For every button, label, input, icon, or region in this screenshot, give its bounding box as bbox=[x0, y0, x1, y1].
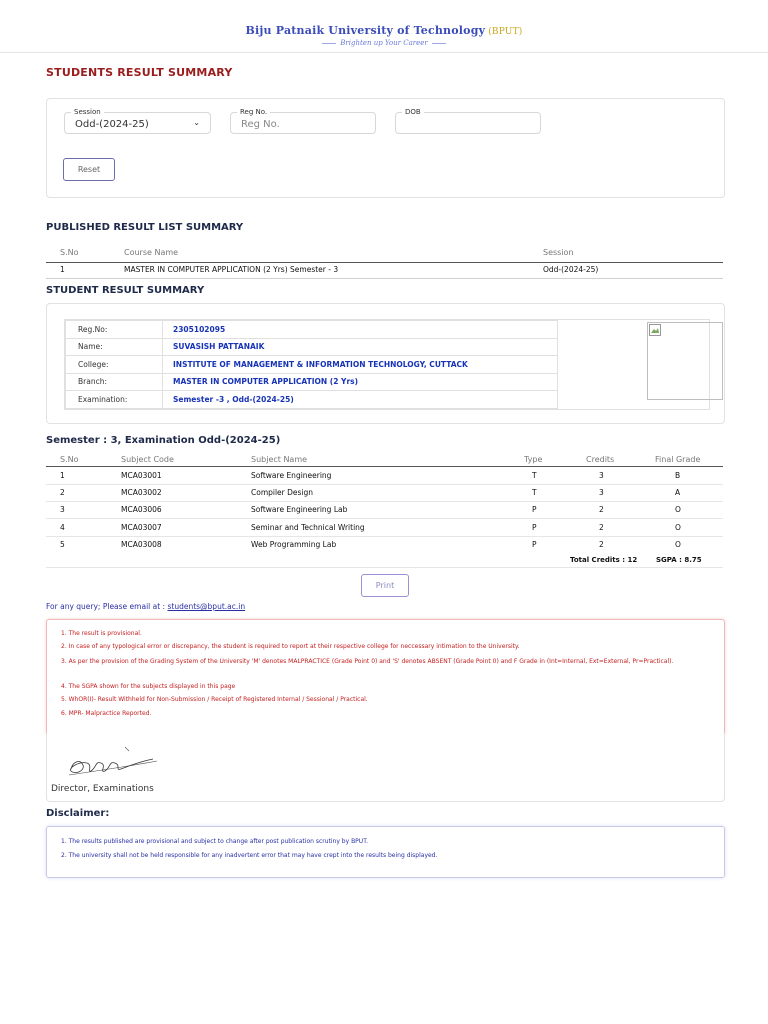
row-code: MCA03008 bbox=[121, 540, 162, 549]
note-6: 6. MPR- Malpractice Reported. bbox=[61, 710, 152, 717]
row-grade: A bbox=[675, 488, 681, 497]
student-summary-title: STUDENT RESULT SUMMARY bbox=[46, 285, 205, 296]
signature-image bbox=[65, 741, 161, 781]
college-value: INSTITUTE OF MANAGEMENT & INFORMATION TECHNOLOGY, CUTTACK bbox=[163, 356, 558, 374]
row-type: T bbox=[532, 471, 537, 480]
note-4: 4. The SGPA shown for the subjects displayed in this page bbox=[61, 683, 236, 690]
row-type: P bbox=[532, 523, 537, 532]
row-credits: 2 bbox=[599, 540, 604, 549]
result-notes bbox=[46, 619, 725, 735]
disclaimer-1: 1. The results published are provisional and subject to change after post publication scrutiny by BPUT. bbox=[61, 838, 369, 845]
disclaimer-2: 2. The university shall not be held responsible for any inadvertent error that may have crept into the results being displayed. bbox=[61, 852, 438, 859]
student-photo bbox=[647, 322, 723, 400]
sem-header-grade: Final Grade bbox=[655, 455, 701, 464]
regno-value: 2305102095 bbox=[163, 321, 558, 339]
tagline bbox=[0, 39, 768, 47]
row-credits: 3 bbox=[599, 471, 604, 480]
published-row-course[interactable]: MASTER IN COMPUTER APPLICATION (2 Yrs) Semester - 3 bbox=[124, 265, 339, 274]
university-abbrev: (BPUT) bbox=[488, 27, 523, 37]
row-sno: 5 bbox=[60, 540, 65, 549]
row-grade: B bbox=[675, 471, 681, 480]
row-type: P bbox=[532, 505, 537, 514]
row-grade: O bbox=[675, 505, 681, 514]
session-select[interactable] bbox=[64, 108, 211, 134]
exam-key: Examination: bbox=[66, 391, 163, 409]
row-subject: Software Engineering Lab bbox=[251, 505, 348, 514]
note-1: 1. The result is provisional. bbox=[61, 630, 142, 637]
regno-placeholder: Reg No. bbox=[241, 119, 280, 130]
published-header-sno: S.No bbox=[60, 248, 79, 257]
row-sno: 4 bbox=[60, 523, 65, 532]
signature-block bbox=[46, 733, 725, 802]
session-label: Session bbox=[74, 108, 101, 116]
sem-header-type: Type bbox=[524, 455, 543, 464]
row-credits: 3 bbox=[599, 488, 604, 497]
published-header-course: Course Name bbox=[124, 248, 179, 257]
query-text: For any query; Please email at : bbox=[46, 602, 168, 611]
row-code: MCA03001 bbox=[121, 471, 162, 480]
sem-header-code: Subject Code bbox=[121, 455, 174, 464]
published-header-session: Session bbox=[543, 248, 574, 257]
dob-label: DOB bbox=[405, 108, 421, 116]
regno-input[interactable] bbox=[230, 108, 376, 134]
info-row-branch bbox=[66, 373, 558, 391]
college-key: College: bbox=[66, 356, 163, 374]
student-info-table bbox=[65, 320, 558, 409]
chevron-down-icon: ⌄ bbox=[193, 118, 200, 127]
row-grade: O bbox=[675, 540, 681, 549]
row-credits: 2 bbox=[599, 505, 604, 514]
session-value: Odd-(2024-25) bbox=[75, 119, 149, 130]
row-subject: Compiler Design bbox=[251, 488, 314, 497]
sem-header-credits: Credits bbox=[586, 455, 615, 464]
semester-title: Semester : 3, Examination Odd-(2024-25) bbox=[46, 435, 281, 446]
exam-value: Semester -3 , Odd-(2024-25) bbox=[163, 391, 558, 409]
note-5: 5. WhOR(I)- Result Withheld for Non-Submission / Receipt of Registered Internal / Sessional / Practical. bbox=[61, 696, 368, 703]
row-sno: 2 bbox=[60, 488, 65, 497]
note-3: 3. As per the provision of the Grading System of the University 'M' denotes MALPRACTICE (Grade Point 0) and 'S' denotes ABSENT (Grade Point 0) and F Grade in (Int=Internal, Ext=External, Pr=Practical). bbox=[61, 658, 674, 665]
support-email-link[interactable]: students@bput.ac.in bbox=[167, 602, 246, 611]
branch-key: Branch: bbox=[66, 373, 163, 391]
branch-value: MASTER IN COMPUTER APPLICATION (2 Yrs) bbox=[163, 373, 558, 391]
row-grade: O bbox=[675, 523, 681, 532]
university-name: Biju Patnaik University of Technology bbox=[245, 24, 486, 37]
published-list-title: PUBLISHED RESULT LIST SUMMARY bbox=[46, 222, 244, 233]
signature-caption: Director, Examinations bbox=[51, 784, 154, 794]
info-row-name bbox=[66, 338, 558, 356]
row-sno: 1 bbox=[60, 471, 65, 480]
row-code: MCA03002 bbox=[121, 488, 162, 497]
info-row-college bbox=[66, 356, 558, 374]
row-sno: 3 bbox=[60, 505, 65, 514]
row-subject: Software Engineering bbox=[251, 471, 332, 480]
dob-input[interactable] bbox=[395, 108, 541, 134]
info-row-regno bbox=[66, 321, 558, 339]
disclaimer-box bbox=[46, 826, 725, 878]
row-type: P bbox=[532, 540, 537, 549]
sgpa-value: SGPA : 8.75 bbox=[656, 556, 702, 564]
sem-header-name: Subject Name bbox=[251, 455, 308, 464]
row-code: MCA03007 bbox=[121, 523, 162, 532]
regno-label: Reg No. bbox=[240, 108, 268, 116]
name-key: Name: bbox=[66, 338, 163, 356]
row-subject: Web Programming Lab bbox=[251, 540, 337, 549]
table-divider bbox=[46, 567, 723, 568]
student-info-card bbox=[46, 303, 725, 424]
student-info-frame bbox=[64, 319, 710, 410]
search-form bbox=[46, 98, 725, 198]
published-row-sno: 1 bbox=[60, 265, 65, 274]
row-subject: Seminar and Technical Writing bbox=[251, 523, 365, 532]
note-2: 2. In case of any typological error or discrepancy, the student is required to report at their respective college for neccessary intimation to the University. bbox=[61, 643, 520, 650]
published-row-session: Odd-(2024-25) bbox=[543, 265, 599, 274]
query-line bbox=[46, 602, 245, 611]
sem-header-sno: S.No bbox=[60, 455, 79, 464]
name-value: SUVASISH PATTANAIK bbox=[163, 338, 558, 356]
broken-image-icon bbox=[649, 324, 661, 336]
row-code: MCA03006 bbox=[121, 505, 162, 514]
regno-key: Reg.No: bbox=[66, 321, 163, 339]
disclaimer-title: Disclaimer: bbox=[46, 808, 110, 819]
info-row-exam bbox=[66, 391, 558, 409]
print-button[interactable]: Print bbox=[361, 574, 409, 597]
total-credits: Total Credits : 12 bbox=[570, 556, 638, 564]
row-type: T bbox=[532, 488, 537, 497]
row-credits: 2 bbox=[599, 523, 604, 532]
reset-button[interactable]: Reset bbox=[63, 158, 115, 181]
university-logo bbox=[0, 24, 768, 37]
site-header bbox=[0, 0, 768, 53]
page-title: STUDENTS RESULT SUMMARY bbox=[46, 66, 233, 79]
tagline-text: Brighten up Your Career bbox=[340, 39, 428, 47]
